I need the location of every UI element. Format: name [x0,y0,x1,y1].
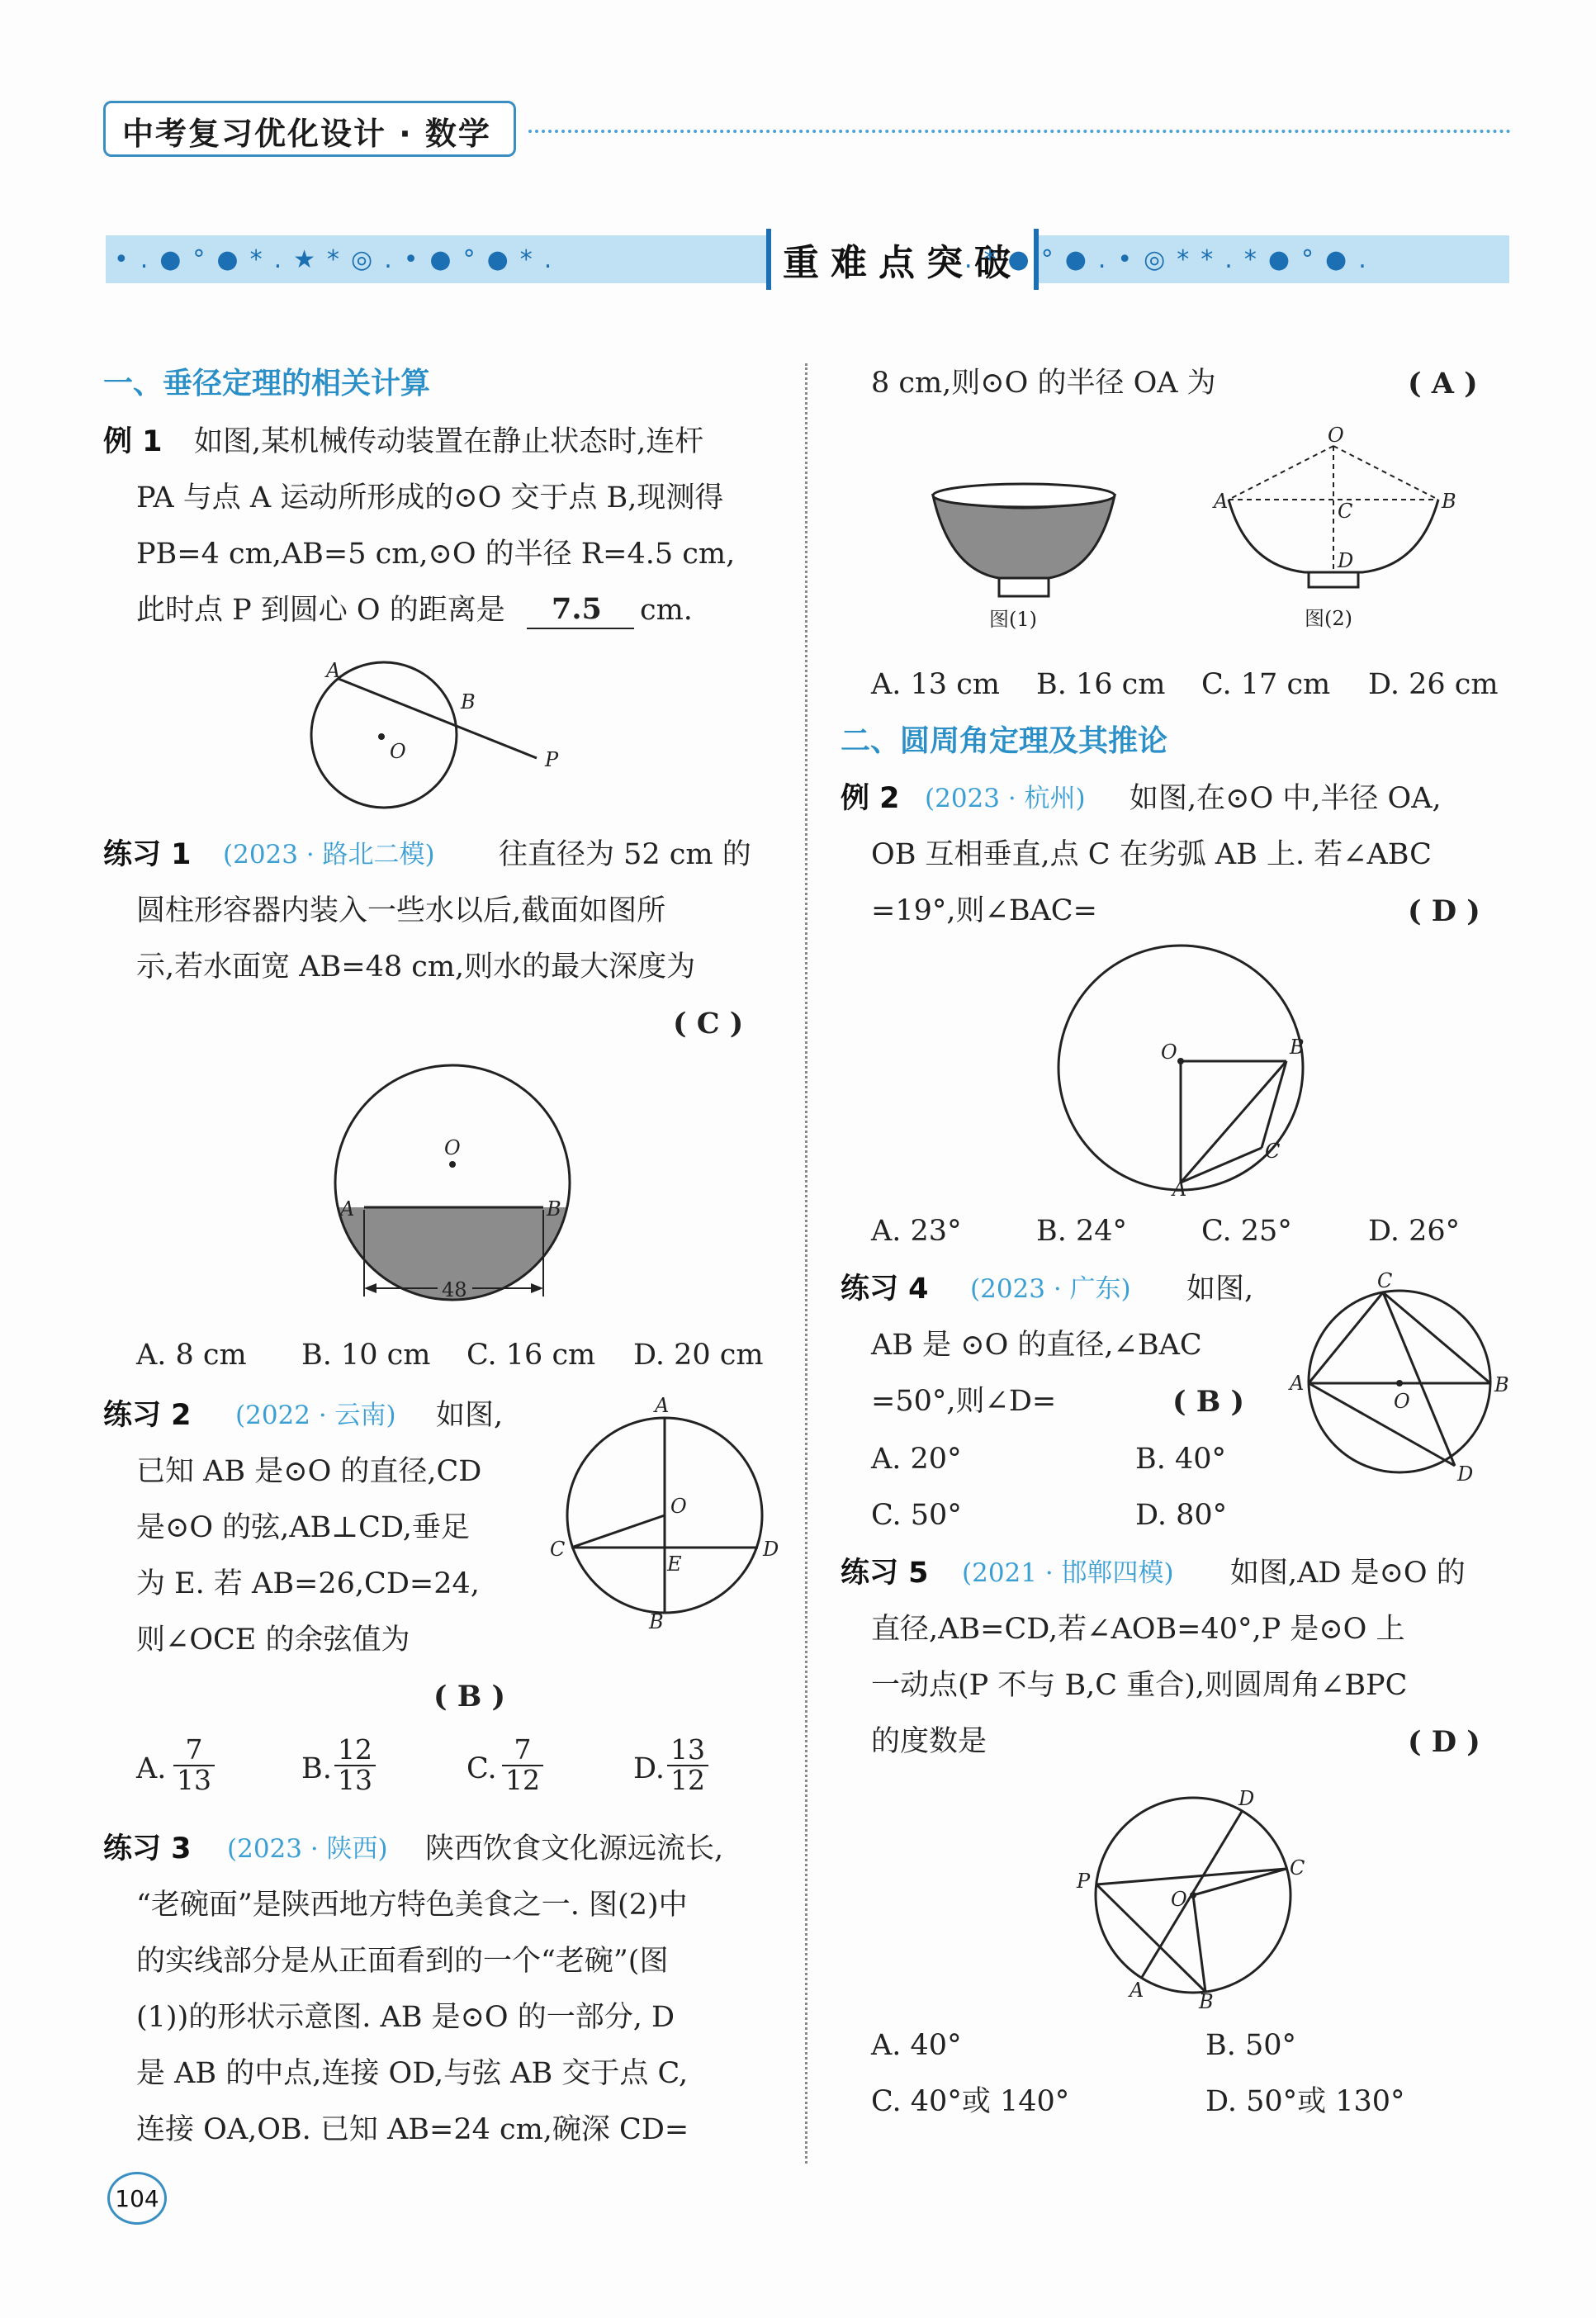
practice-1-answer: ( C ) [673,1007,744,1040]
practice-5-option-d: D. 50°或 130° [1205,2085,1405,2118]
section-2-title: 二、圆周角定理及其推论 [841,724,1168,758]
practice-3-line-3: 的实线部分是从正面看到的一个“老碗”(图 [136,1945,669,1978]
practice-3-line-5: 是 AB 的中点,连接 OD,与弦 AB 交于点 C, [136,2057,689,2090]
practice-2-option-c-fraction: $\frac{7}{12}$ [502,1736,543,1794]
example-1-line-4: 此时点 P 到圆心 O 的距离是 [136,594,505,627]
practice-3-bowl-figure-2 [1214,425,1461,632]
practice-4-line-1: 如图, [1186,1273,1254,1306]
practice-3-answer: ( A ) [1408,367,1478,401]
practice-2-line-4: 为 E. 若 AB=26,CD=24, [136,1567,480,1600]
ex1-label-P: P [545,748,559,771]
ex2-label-B: B [1290,1036,1305,1059]
banner-title: 重难点突破 [766,229,1039,290]
p4-label-A: A [1290,1372,1305,1395]
p3-label-B: B [1442,490,1456,513]
practice-2-label: 练习 2 [103,1399,192,1432]
example-1-unit: cm. [640,594,693,627]
header-title: 中考复习优化设计 · 数学 [122,116,491,152]
practice-3-line-4: (1))的形状示意图. AB 是⊙O 的一部分, D [136,2001,675,2034]
example-1-line-1: 如图,某机械传动装置在静止状态时,连杆 [194,425,704,458]
p2-label-B: B [649,1610,664,1633]
header-box [103,101,516,157]
example-2-line-3: =19°,则∠BAC= [871,894,1097,927]
banner-right-decoration: .*●°●.•◎**.*●°●. [964,244,1378,274]
practice-3-option-d: D. 26 cm [1368,668,1499,701]
ex1-label-A: A [326,659,341,682]
practice-5-option-b: B. 50° [1205,2029,1297,2062]
practice-3-option-b: B. 16 cm [1036,668,1166,701]
ex2-label-C: C [1265,1140,1281,1163]
practice-2-option-c-letter: C. [466,1752,497,1785]
practice-2-line-3: 是⊙O 的弦,AB⊥CD,垂足 [136,1511,470,1544]
practice-5-line-3: 一动点(P 不与 B,C 重合),则圆周角∠BPC [871,1669,1408,1702]
example-2-option-d: D. 26° [1368,1215,1461,1248]
practice-1-line-1: 往直径为 52 cm 的 [499,838,751,871]
practice-2-line-1: 如图, [436,1399,504,1432]
p3-label-A: A [1214,490,1229,513]
p2-label-A: A [655,1394,670,1417]
example-2-option-a: A. 23° [871,1215,962,1248]
page-number: 104 [107,2172,167,2225]
p3-caption-1: 图(1) [989,608,1037,631]
practice-2-option-b-fraction: $\frac{12}{13}$ [334,1736,376,1794]
practice-2-line-5: 则∠OCE 的余弦值为 [136,1624,410,1657]
example-1-label: 例 1 [103,425,163,458]
example-1-line-3: PB=4 cm,AB=5 cm,⊙O 的半径 R=4.5 cm, [136,538,736,571]
practice-1-figure [330,1065,578,1313]
example-2-answer: ( D ) [1408,894,1480,928]
practice-3-continued: 8 cm,则⊙O 的半径 OA 为 [871,367,1216,400]
practice-4-line-2: AB 是 ⊙O 的直径,∠BAC [871,1329,1202,1362]
practice-5-line-1: 如图,AD 是⊙O 的 [1230,1557,1466,1590]
practice-5-figure [1073,1784,1321,2013]
practice-4-line-3: =50°,则∠D= [871,1385,1057,1418]
practice-2-option-d-letter: D. [633,1752,665,1785]
p2-label-D: D [763,1538,779,1561]
ex1-label-B: B [461,690,476,713]
practice-3-option-a: A. 13 cm [871,668,1000,701]
p5-label-D: D [1238,1787,1255,1810]
p1-label-B: B [547,1197,561,1221]
p4-label-C: C [1377,1269,1393,1292]
example-1-answer: 7.5 [552,592,602,626]
practice-5-label: 练习 5 [841,1557,929,1590]
header-dotted-rule [528,130,1511,133]
p5-label-P: P [1077,1870,1091,1893]
column-divider [805,363,807,2164]
section-1-title: 一、垂径定理的相关计算 [103,367,431,401]
ex1-label-O: O [390,740,406,763]
practice-5-option-c: C. 40°或 140° [871,2085,1070,2118]
practice-4-label: 练习 4 [841,1273,929,1306]
practice-1-option-a: A. 8 cm [136,1339,247,1372]
practice-3-source: (2023 · 陕西) [227,1834,388,1864]
example-2-label: 例 2 [841,782,900,815]
practice-4-option-b: B. 40° [1135,1443,1227,1476]
p4-label-D: D [1457,1462,1474,1486]
p5-label-O: O [1171,1888,1187,1911]
practice-2-option-b-letter: B. [301,1752,332,1785]
example-2-option-b: B. 24° [1036,1215,1128,1248]
p3-caption-2: 图(2) [1305,607,1352,630]
ex2-label-A: A [1172,1178,1187,1201]
p1-label-A: A [340,1197,355,1221]
practice-4-answer: ( B ) [1172,1385,1245,1419]
p5-label-C: C [1290,1856,1305,1880]
example-2-source: (2023 · 杭州) [925,784,1086,813]
practice-5-source: (2021 · 邯郸四模) [962,1558,1174,1588]
practice-1-source: (2023 · 路北二模) [223,840,435,870]
practice-1-option-b: B. 10 cm [301,1339,431,1372]
practice-3-line-2: “老碗面”是陕西地方特色美食之一. 图(2)中 [136,1889,688,1922]
ex2-label-O: O [1161,1040,1177,1064]
practice-4-source: (2023 · 广东) [970,1274,1131,1304]
p2-label-O: O [670,1495,687,1518]
practice-2-option-a-letter: A. [136,1752,167,1785]
practice-3-option-c: C. 17 cm [1201,668,1331,701]
practice-3-line-6: 连接 OA,OB. 已知 AB=24 cm,碗深 CD= [136,2113,689,2146]
practice-1-option-c: C. 16 cm [466,1339,596,1372]
example-2-line-2: OB 互相垂直,点 C 在劣弧 AB 上. 若∠ABC [871,838,1432,871]
practice-5-answer: ( D ) [1408,1725,1480,1759]
practice-1-line-2: 圆柱形容器内装入一些水以后,截面如图所 [136,894,666,927]
practice-4-option-a: A. 20° [871,1443,962,1476]
practice-4-figure [1288,1268,1519,1486]
practice-2-answer: ( B ) [433,1680,506,1714]
p5-label-B: B [1199,1990,1214,2013]
practice-3-line-1: 陕西饮食文化源远流长, [425,1832,724,1865]
p3-label-D: D [1338,549,1354,572]
practice-1-label: 练习 1 [103,838,192,871]
p4-label-O: O [1394,1390,1410,1413]
p3-label-O: O [1328,424,1344,447]
practice-5-line-2: 直径,AB=CD,若∠AOB=40°,P 是⊙O 上 [871,1613,1405,1646]
practice-1-line-3: 示,若水面宽 AB=48 cm,则水的最大深度为 [136,950,696,984]
practice-3-label: 练习 3 [103,1832,192,1865]
practice-3-bowl-figure-1 [925,479,1123,631]
banner-left-decoration: •.●°●*.★*◎.•●°●*. [114,244,564,274]
p3-label-C: C [1338,500,1353,523]
practice-4-option-c: C. 50° [871,1499,962,1532]
practice-2-figure [545,1396,784,1635]
practice-2-source: (2022 · 云南) [235,1401,396,1430]
practice-5-option-a: A. 40° [871,2029,962,2062]
section-banner [106,235,1509,283]
example-1-figure [289,652,578,818]
p5-label-A: A [1130,1979,1144,2002]
example-2-line-1: 如图,在⊙O 中,半径 OA, [1130,782,1442,815]
practice-2-line-2: 已知 AB 是⊙O 的直径,CD [136,1455,482,1488]
p4-label-B: B [1494,1373,1509,1396]
p1-label-O: O [444,1136,461,1159]
p1-label-48: 48 [442,1278,467,1301]
practice-1-option-d: D. 20 cm [633,1339,764,1372]
practice-2-option-d-fraction: $\frac{13}{12}$ [667,1736,708,1794]
example-1-answer-blank [527,628,634,629]
practice-2-option-a-fraction: $\frac{7}{13}$ [173,1736,215,1794]
p2-label-E: E [667,1552,682,1576]
example-1-line-2: PA 与点 A 运动所形成的⊙O 交于点 B,现测得 [136,481,724,514]
practice-4-option-d: D. 80° [1135,1499,1228,1532]
practice-5-line-4: 的度数是 [871,1725,987,1758]
example-2-option-c: C. 25° [1201,1215,1292,1248]
example-2-figure [1057,950,1329,1201]
p2-label-C: C [550,1538,566,1561]
